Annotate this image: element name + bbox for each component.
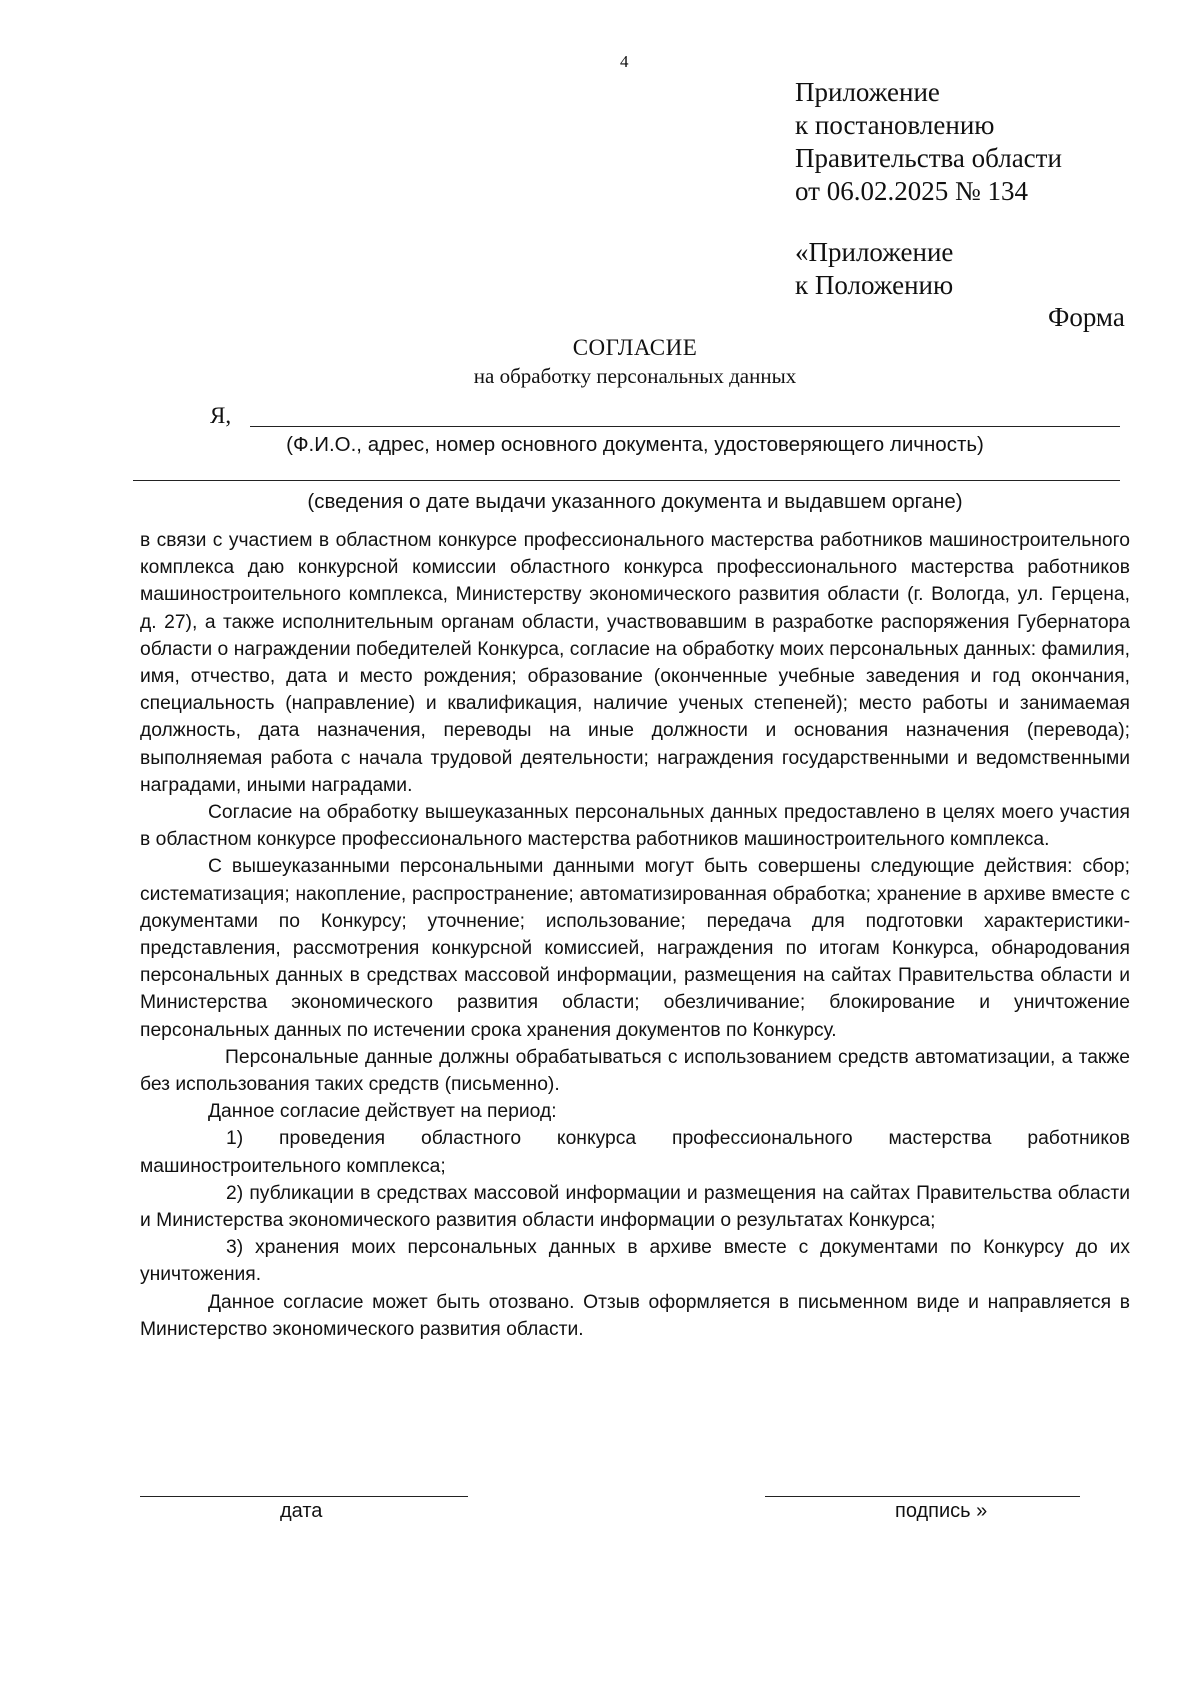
- consent-paragraph: Данное согласие действует на период:: [208, 1101, 557, 1123]
- consent-paragraph: в связи с участием в областном конкурсе профессионального мастерства работников машиностроительного комплекса даю конкурсной комиссии областного конкурса профессионального мастерства работников машиностроительного комплекса, Министерству экономического развития области (г. Вологда, ул. Герцена, д. 27), а также исполнительным органам области, участвовавшим в разработке распоряжения Губернатора области о награждении победителей Конкурса, согласие на обработку моих персональных данных: фамилия, имя, отчество, дата и место рождения; образование (оконченные учебные заведения и год окончания, специальность (направление) и квалификация, наличие ученых степеней); место работы и занимаемая должность, дата назначения, переводы на иные должности и основания назначения (перевода); выполняемая работа с начала трудовой деятельности; награждения государственными и ведомственными наградами, иными наградами.: [140, 530, 1130, 796]
- appendix-sub-line: к Положению: [795, 270, 954, 300]
- appendix-header-line: от 06.02.2025 № 134: [795, 176, 1028, 206]
- consent-paragraph: С вышеуказанными персональными данными могут быть совершены следующие действия: сбор; систематизация; накопление, распространение; автоматизированная обработка; хранение в архиве вместе с документами по Конкурсу; уточнение; использование; передача для подготовки характеристики-представления, рассмотрения конкурсной комиссией, награждения по итогам Конкурса, обнародования персональных данных в средствах массовой информации, размещения на сайтах Правительства области и Министерства экономического развития области; обезличивание; блокирование и уничтожение персональных данных по истечении срока хранения документов по Конкурсу.: [140, 856, 1130, 1041]
- appendix-header-line: к постановлению: [795, 110, 995, 140]
- issue-hint: (сведения о дате выдачи указанного документа и выдавшем органе): [307, 490, 963, 513]
- appendix-sub-header: [795, 236, 953, 302]
- signature-fill-line[interactable]: [765, 1496, 1080, 1497]
- consent-list-item: 3) хранения моих персональных данных в архиве вместе с документами по Конкурсу до их уничтожения.: [140, 1237, 1130, 1286]
- consent-list-item: 1) проведения областного конкурса профессионального мастерства работников машиностроительного комплекса;: [140, 1128, 1130, 1177]
- appendix-header-line: Приложение: [795, 77, 940, 107]
- appendix-header-line: Правительства области: [795, 143, 1062, 173]
- consent-paragraph: Персональные данные должны обрабатываться с использованием средств автоматизации, а также без использования таких средств (письменно).: [140, 1046, 1130, 1096]
- consent-paragraph: Данное согласие может быть отозвано. Отзыв оформляется в письменном виде и направляется в Министерство экономического развития области.: [140, 1291, 1130, 1340]
- ya-label: Я,: [210, 403, 232, 428]
- page-number: 4: [620, 52, 629, 71]
- signature-label: подпись »: [895, 1500, 988, 1522]
- document-subtitle: на обработку персональных данных: [473, 364, 797, 388]
- appendix-header: [795, 76, 1062, 208]
- form-label: Форма: [1048, 302, 1125, 332]
- date-fill-line[interactable]: [140, 1496, 468, 1497]
- fio-hint: (Ф.И.О., адрес, номер основного документа, удостоверяющего личность): [286, 433, 984, 456]
- consent-body: [140, 527, 1130, 1343]
- appendix-sub-line: «Приложение: [795, 237, 954, 267]
- issue-fill-line[interactable]: [133, 480, 1120, 481]
- consent-list-item: 2) публикации в средствах массовой информации и размещения на сайтах Правительства области и Министерства экономического развития области информации о результатах Конкурса;: [140, 1182, 1130, 1232]
- document-title: СОГЛАСИЕ: [572, 335, 698, 360]
- date-label: дата: [280, 1500, 323, 1522]
- consent-paragraph: Согласие на обработку вышеуказанных персональных данных предоставлено в целях моего участия в областном конкурсе профессионального мастерства работников машиностроительного комплекса.: [140, 802, 1130, 851]
- fio-fill-line[interactable]: [250, 426, 1120, 427]
